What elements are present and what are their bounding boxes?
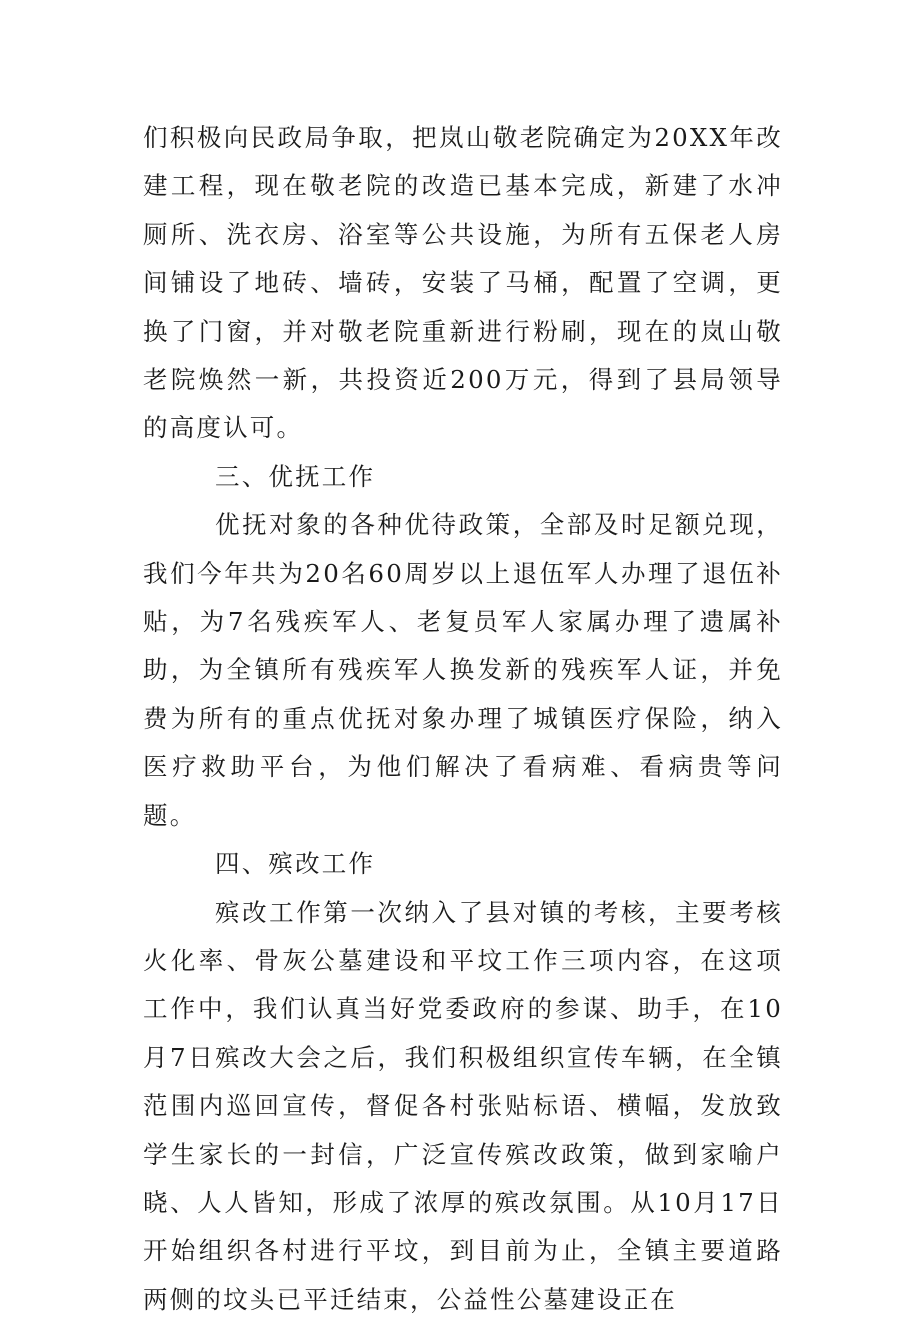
paragraph-bingai: 殡改工作第一次纳入了县对镇的考核，主要考核火化率、骨灰公墓建设和平坟工作三项内容，在这项工作中，我们认真当好党委政府的参谋、助手，在10月7日殡改大会之后，我们积极组织宣传车辆，在全镇范围内巡回宣传，督促各村张贴标语、横幅，发放致学生家长的一封信，广泛宣传殡改政策，做到家喻户晓、人人皆知，形成了浓厚的殡改氛围。从10月17日开始组织各村进行平坟，到目前为止，全镇主要道路两侧的坟头已平迁结束，公益性公墓建设正在 <box>143 889 783 1324</box>
paragraph-youfu: 优抚对象的各种优待政策，全部及时足额兑现，我们今年共为20名60周岁以上退伍军人办理了退伍补贴，为7名残疾军人、老复员军人家属办理了遗属补助，为全镇所有残疾军人换发新的残疾军人证，并免费为所有的重点优抚对象办理了城镇医疗保险，纳入医疗救助平台，为他们解决了看病难、看病贵等问题。 <box>143 501 783 840</box>
section-heading-bingai: 四、殡改工作 <box>143 840 783 888</box>
paragraph-continuation: 们积极向民政局争取，把岚山敬老院确定为20XX年改建工程，现在敬老院的改造已基本完成，新建了水冲厕所、洗衣房、浴室等公共设施，为所有五保老人房间铺设了地砖、墙砖，安装了马桶，配置了空调，更换了门窗，并对敬老院重新进行粉刷，现在的岚山敬老院焕然一新，共投资近200万元，得到了县局领导的高度认可。 <box>143 114 783 453</box>
section-heading-youfu: 三、优抚工作 <box>143 453 783 501</box>
document-body <box>143 114 783 1324</box>
